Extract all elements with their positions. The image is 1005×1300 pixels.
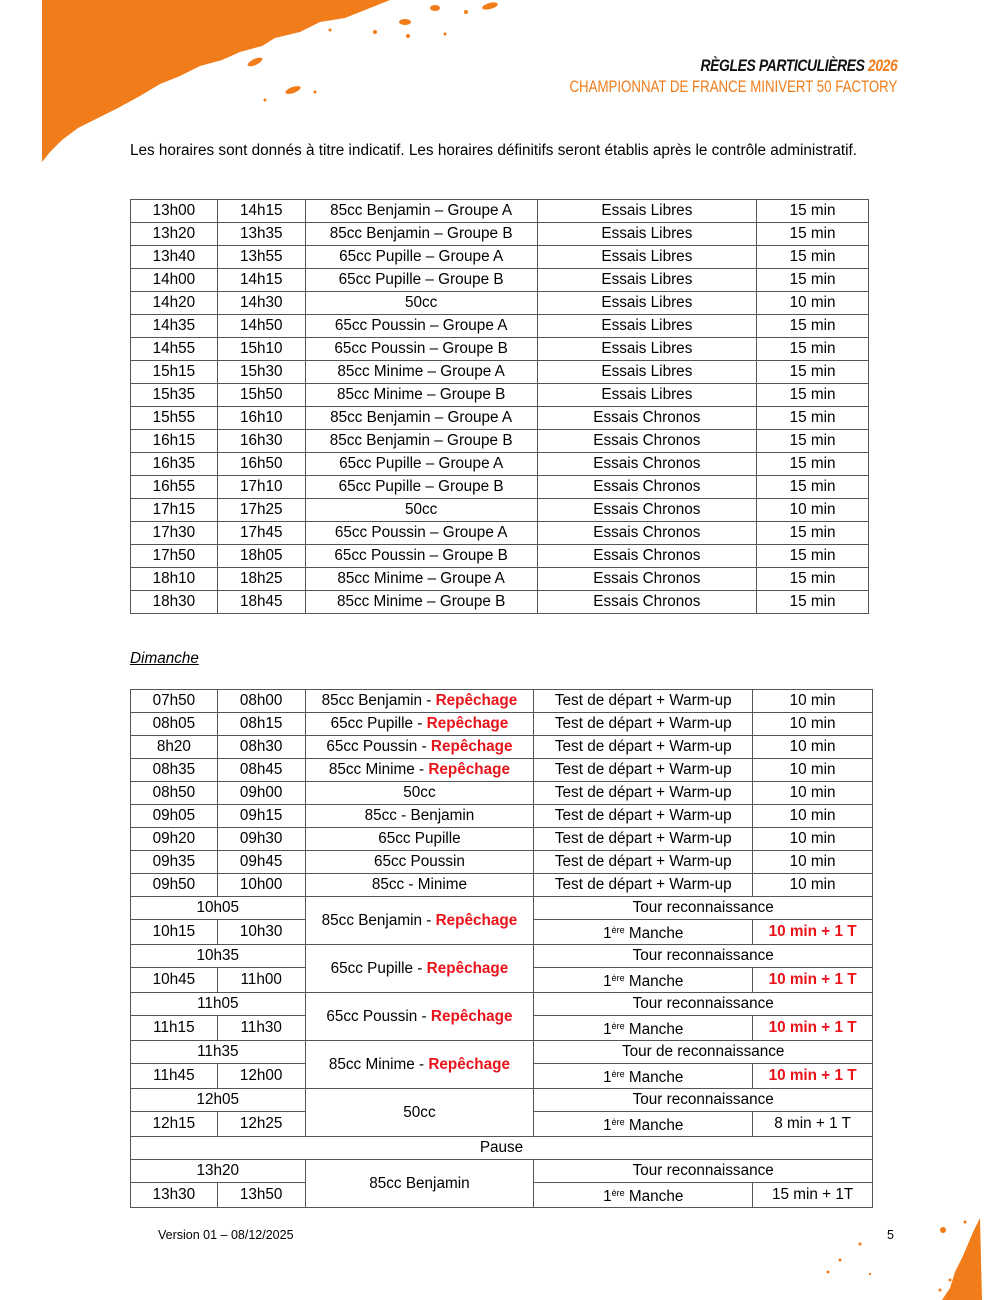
recon-label: Tour reconnaissance <box>534 1089 873 1112</box>
manche-ordinal: ère <box>611 1069 625 1079</box>
manche-label: Manche <box>628 1069 684 1086</box>
session-cell: Essais Chronos <box>537 499 757 522</box>
start-time: 07h50 <box>131 690 218 713</box>
orange-splash-bottom-right <box>920 1200 1005 1300</box>
end-time: 12h00 <box>217 1064 305 1089</box>
end-time: 14h15 <box>217 200 305 223</box>
manche-label: Manche <box>628 1188 684 1205</box>
manche-label: Manche <box>628 925 684 942</box>
table-row <box>131 690 873 713</box>
category-cell: 85cc Minime – Groupe B <box>305 591 537 614</box>
start-time: 14h20 <box>131 292 218 315</box>
repechage-label: Repêchage <box>430 738 513 755</box>
category-name: 85cc Minime <box>328 761 415 778</box>
duration-cell: 10 min <box>753 828 873 851</box>
duration-cell: 15 min <box>757 407 869 430</box>
table-row <box>131 407 869 430</box>
end-time: 18h45 <box>217 591 305 614</box>
table-row <box>131 292 869 315</box>
duration-cell: 15 min + 1T <box>753 1183 873 1208</box>
document-header <box>477 56 897 98</box>
session-cell: Essais Chronos <box>537 430 757 453</box>
category-cell: 85cc Minime – Groupe B <box>305 384 537 407</box>
race-block-recon-row <box>131 945 873 968</box>
category-cell: 50cc <box>305 499 537 522</box>
start-time: 15h55 <box>131 407 218 430</box>
start-time: 16h55 <box>131 476 218 499</box>
end-time: 08h15 <box>217 713 305 736</box>
manche-number: 1 <box>603 1188 612 1205</box>
end-time: 10h30 <box>217 920 305 945</box>
repechage-label: Repêchage <box>426 959 509 977</box>
session-cell: Test de départ + Warm-up <box>534 851 753 874</box>
duration-cell: 10 min <box>753 782 873 805</box>
duration-cell: 15 min <box>757 315 869 338</box>
end-time: 18h25 <box>217 568 305 591</box>
duration-cell: 10 min <box>753 713 873 736</box>
manche-number: 1 <box>603 1117 612 1134</box>
category-name: 50cc <box>403 1103 436 1121</box>
category-name: 50cc <box>403 784 436 801</box>
recon-label: Tour reconnaissance <box>534 945 873 968</box>
session-cell: Essais Libres <box>537 269 757 292</box>
sunday-label: Dimanche <box>130 650 199 667</box>
end-time: 16h10 <box>217 407 305 430</box>
pause-label: Pause <box>131 1137 873 1160</box>
repechage-label: Repêchage <box>428 761 510 778</box>
footer-version: Version 01 – 08/12/2025 <box>158 1228 294 1242</box>
category-name: 85cc - Minime <box>371 876 468 893</box>
duration-cell: 15 min <box>757 246 869 269</box>
table-row <box>131 545 869 568</box>
end-time: 09h00 <box>217 782 305 805</box>
table-row <box>131 782 873 805</box>
start-time: 15h15 <box>131 361 218 384</box>
header-title <box>552 56 897 76</box>
end-time: 15h50 <box>217 384 305 407</box>
session-cell: Test de départ + Warm-up <box>534 736 753 759</box>
table-row <box>131 499 869 522</box>
end-time: 14h50 <box>217 315 305 338</box>
table-row <box>131 591 869 614</box>
end-time: 14h30 <box>217 292 305 315</box>
manche-ordinal: ère <box>611 1188 625 1198</box>
start-time: 17h30 <box>131 522 218 545</box>
session-cell: Essais Chronos <box>537 522 757 545</box>
category-cell <box>305 1160 534 1208</box>
end-time: 17h10 <box>217 476 305 499</box>
session-cell: Essais Libres <box>537 361 757 384</box>
duration-cell: 15 min <box>757 545 869 568</box>
table-row <box>131 200 869 223</box>
category-cell: 85cc Benjamin - Repêchage <box>305 690 534 713</box>
duration-cell: 15 min <box>757 430 869 453</box>
repechage-label: Repêchage <box>435 911 518 929</box>
category-cell: 65cc Pupille - Repêchage <box>305 713 534 736</box>
race-block-recon-row <box>131 1089 873 1112</box>
duration-cell: 10 min <box>757 499 869 522</box>
start-time: 13h30 <box>131 1183 218 1208</box>
recon-time: 10h05 <box>131 897 306 920</box>
category-cell: 85cc Minime - Repêchage <box>305 759 534 782</box>
orange-specks-footer <box>820 1240 880 1280</box>
manche-cell <box>534 1112 753 1137</box>
repechage-label: Repêchage <box>435 692 518 709</box>
end-time: 15h30 <box>217 361 305 384</box>
end-time: 10h00 <box>217 874 305 897</box>
session-cell: Essais Libres <box>537 223 757 246</box>
race-block-recon-row <box>131 897 873 920</box>
category-cell: 65cc Poussin – Groupe A <box>305 522 537 545</box>
start-time: 13h00 <box>131 200 218 223</box>
manche-number: 1 <box>603 1021 612 1038</box>
category-cell: 65cc Pupille - Repêchage <box>305 945 534 993</box>
recon-label: Tour reconnaissance <box>534 993 873 1016</box>
manche-number: 1 <box>603 973 612 990</box>
start-time: 17h50 <box>131 545 218 568</box>
duration-cell: 15 min <box>757 522 869 545</box>
start-time: 12h15 <box>131 1112 218 1137</box>
start-time: 14h35 <box>131 315 218 338</box>
start-time: 18h30 <box>131 591 218 614</box>
end-time: 16h50 <box>217 453 305 476</box>
manche-ordinal: ère <box>611 925 625 935</box>
end-time: 09h45 <box>217 851 305 874</box>
session-cell: Test de départ + Warm-up <box>534 759 753 782</box>
category-cell <box>305 805 534 828</box>
duration-cell: 15 min <box>757 591 869 614</box>
manche-ordinal: ère <box>611 1117 625 1127</box>
category-cell <box>305 851 534 874</box>
race-block-recon-row <box>131 1041 873 1064</box>
duration-cell: 15 min <box>757 568 869 591</box>
category-cell <box>305 828 534 851</box>
duration-cell: 15 min <box>757 223 869 246</box>
manche-ordinal: ère <box>611 1021 625 1031</box>
repechage-label: Repêchage <box>426 715 509 732</box>
category-cell: 65cc Poussin - Repêchage <box>305 736 534 759</box>
session-cell: Test de départ + Warm-up <box>534 828 753 851</box>
end-time: 15h10 <box>217 338 305 361</box>
table-row <box>131 568 869 591</box>
category-cell: 65cc Pupille – Groupe A <box>305 246 537 269</box>
duration-cell: 10 min + 1 T <box>753 920 873 945</box>
session-cell: Test de départ + Warm-up <box>534 690 753 713</box>
category-cell: 65cc Poussin – Groupe B <box>305 338 537 361</box>
recon-time: 13h20 <box>131 1160 306 1183</box>
start-time: 09h35 <box>131 851 218 874</box>
category-name: 85cc Benjamin <box>369 1174 470 1192</box>
duration-cell: 15 min <box>757 338 869 361</box>
start-time: 14h00 <box>131 269 218 292</box>
start-time: 08h50 <box>131 782 218 805</box>
category-cell: 65cc Pupille – Groupe A <box>305 453 537 476</box>
end-time: 18h05 <box>217 545 305 568</box>
duration-cell: 10 min <box>753 759 873 782</box>
header-subtitle: CHAMPIONNAT DE FRANCE MINIVERT 50 FACTORY <box>569 77 897 96</box>
repechage-label: Repêchage <box>430 1007 513 1025</box>
recon-label: Tour reconnaissance <box>534 897 873 920</box>
session-cell: Essais Libres <box>537 246 757 269</box>
end-time: 16h30 <box>217 430 305 453</box>
category-cell: 65cc Pupille – Groupe B <box>305 269 537 292</box>
duration-cell: 10 min <box>753 851 873 874</box>
manche-label: Manche <box>628 1021 684 1038</box>
end-time: 14h15 <box>217 269 305 292</box>
duration-cell: 10 min <box>753 805 873 828</box>
saturday-schedule-table <box>130 199 869 614</box>
duration-cell: 15 min <box>757 269 869 292</box>
session-cell: Essais Libres <box>537 384 757 407</box>
intro-paragraph: Les horaires sont donnés à titre indicatif. Les horaires définitifs seront établis après le contrôle administratif. <box>130 142 857 159</box>
manche-cell <box>534 1064 753 1089</box>
category-cell <box>305 782 534 805</box>
category-cell: 85cc Minime – Groupe A <box>305 361 537 384</box>
category-name: 85cc Minime <box>328 1055 415 1073</box>
duration-cell: 10 min + 1 T <box>753 968 873 993</box>
duration-cell: 10 min <box>753 736 873 759</box>
session-cell: Test de départ + Warm-up <box>534 874 753 897</box>
start-time: 17h15 <box>131 499 218 522</box>
end-time: 09h30 <box>217 828 305 851</box>
category-name: 65cc Poussin <box>373 853 465 870</box>
start-time: 13h40 <box>131 246 218 269</box>
table-row <box>131 246 869 269</box>
category-name: 85cc Benjamin <box>321 911 422 929</box>
end-time: 08h45 <box>217 759 305 782</box>
category-cell <box>305 1089 534 1137</box>
table-row <box>131 874 873 897</box>
start-time: 09h50 <box>131 874 218 897</box>
end-time: 11h00 <box>217 968 305 993</box>
session-cell: Test de départ + Warm-up <box>534 782 753 805</box>
category-cell: 85cc Minime - Repêchage <box>305 1041 534 1089</box>
duration-cell: 8 min + 1 T <box>753 1112 873 1137</box>
end-time: 17h25 <box>217 499 305 522</box>
duration-cell: 10 min <box>753 874 873 897</box>
recon-label: Tour reconnaissance <box>534 1160 873 1183</box>
table-row <box>131 828 873 851</box>
session-cell: Essais Chronos <box>537 568 757 591</box>
pause-row <box>131 1137 873 1160</box>
race-block-recon-row <box>131 1160 873 1183</box>
table-row <box>131 805 873 828</box>
end-time: 12h25 <box>217 1112 305 1137</box>
header-year: 2026 <box>867 56 897 75</box>
category-cell: 85cc Benjamin - Repêchage <box>305 897 534 945</box>
repechage-label: Repêchage <box>428 1055 510 1073</box>
start-time: 15h35 <box>131 384 218 407</box>
table-row <box>131 476 869 499</box>
duration-cell: 15 min <box>757 200 869 223</box>
recon-time: 12h05 <box>131 1089 306 1112</box>
category-cell: 85cc Minime – Groupe A <box>305 568 537 591</box>
session-cell: Essais Chronos <box>537 453 757 476</box>
manche-number: 1 <box>603 1069 612 1086</box>
category-cell: 65cc Pupille – Groupe B <box>305 476 537 499</box>
category-cell: 50cc <box>305 292 537 315</box>
table-row <box>131 361 869 384</box>
category-cell: 85cc Benjamin – Groupe B <box>305 223 537 246</box>
category-cell: 65cc Poussin – Groupe B <box>305 545 537 568</box>
start-time: 8h20 <box>131 736 218 759</box>
category-cell: 85cc Benjamin – Groupe A <box>305 200 537 223</box>
duration-cell: 10 min <box>757 292 869 315</box>
session-cell: Essais Libres <box>537 200 757 223</box>
end-time: 09h15 <box>217 805 305 828</box>
table-row <box>131 522 869 545</box>
start-time: 09h05 <box>131 805 218 828</box>
session-cell: Essais Libres <box>537 338 757 361</box>
category-cell: 85cc Benjamin – Groupe B <box>305 430 537 453</box>
end-time: 11h30 <box>217 1016 305 1041</box>
category-name: 85cc Benjamin <box>321 692 422 709</box>
end-time: 08h30 <box>217 736 305 759</box>
table-row <box>131 430 869 453</box>
category-name: 65cc Poussin <box>326 1007 418 1025</box>
end-time: 17h45 <box>217 522 305 545</box>
duration-cell: 15 min <box>757 453 869 476</box>
table-row <box>131 338 869 361</box>
category-cell <box>305 874 534 897</box>
manche-cell <box>534 1183 753 1208</box>
category-name: 65cc Poussin <box>326 738 418 755</box>
session-cell: Test de départ + Warm-up <box>534 805 753 828</box>
end-time: 13h35 <box>217 223 305 246</box>
sunday-schedule-table <box>130 689 873 1208</box>
end-time: 08h00 <box>217 690 305 713</box>
session-cell: Essais Chronos <box>537 545 757 568</box>
start-time: 11h15 <box>131 1016 218 1041</box>
session-cell: Essais Chronos <box>537 407 757 430</box>
recon-label: Tour de reconnaissance <box>534 1041 873 1064</box>
table-row <box>131 223 869 246</box>
header-title-text: RÈGLES PARTICULIÈRES <box>700 56 865 75</box>
manche-ordinal: ère <box>611 973 625 983</box>
category-cell: 65cc Poussin - Repêchage <box>305 993 534 1041</box>
start-time: 16h15 <box>131 430 218 453</box>
manche-cell <box>534 1016 753 1041</box>
start-time: 08h35 <box>131 759 218 782</box>
footer-page-number: 5 <box>887 1228 894 1242</box>
start-time: 11h45 <box>131 1064 218 1089</box>
table-row <box>131 269 869 292</box>
table-row <box>131 315 869 338</box>
table-row <box>131 759 873 782</box>
duration-cell: 10 min + 1 T <box>753 1064 873 1089</box>
start-time: 09h20 <box>131 828 218 851</box>
start-time: 10h45 <box>131 968 218 993</box>
manche-label: Manche <box>628 1117 684 1134</box>
manche-cell <box>534 920 753 945</box>
session-cell: Essais Chronos <box>537 591 757 614</box>
category-cell: 65cc Poussin – Groupe A <box>305 315 537 338</box>
duration-cell: 15 min <box>757 361 869 384</box>
start-time: 16h35 <box>131 453 218 476</box>
category-name: 65cc Pupille <box>330 959 414 977</box>
session-cell: Essais Libres <box>537 315 757 338</box>
table-row <box>131 736 873 759</box>
category-cell: 85cc Benjamin – Groupe A <box>305 407 537 430</box>
start-time: 08h05 <box>131 713 218 736</box>
category-name: 85cc - Benjamin <box>364 807 475 824</box>
duration-cell: 10 min <box>753 690 873 713</box>
end-time: 13h55 <box>217 246 305 269</box>
recon-time: 10h35 <box>131 945 306 968</box>
table-row <box>131 384 869 407</box>
duration-cell: 15 min <box>757 476 869 499</box>
manche-cell <box>534 968 753 993</box>
table-row <box>131 713 873 736</box>
start-time: 13h20 <box>131 223 218 246</box>
recon-time: 11h35 <box>131 1041 306 1064</box>
recon-time: 11h05 <box>131 993 306 1016</box>
session-cell: Essais Chronos <box>537 476 757 499</box>
table-row <box>131 453 869 476</box>
table-row <box>131 851 873 874</box>
duration-cell: 15 min <box>757 384 869 407</box>
category-name: 65cc Pupille <box>330 715 414 732</box>
session-cell: Test de départ + Warm-up <box>534 713 753 736</box>
manche-number: 1 <box>603 925 612 942</box>
manche-label: Manche <box>628 973 684 990</box>
start-time: 14h55 <box>131 338 218 361</box>
category-name: 65cc Pupille <box>378 830 461 847</box>
race-block-recon-row <box>131 993 873 1016</box>
start-time: 18h10 <box>131 568 218 591</box>
duration-cell: 10 min + 1 T <box>753 1016 873 1041</box>
session-cell: Essais Libres <box>537 292 757 315</box>
start-time: 10h15 <box>131 920 218 945</box>
end-time: 13h50 <box>217 1183 305 1208</box>
